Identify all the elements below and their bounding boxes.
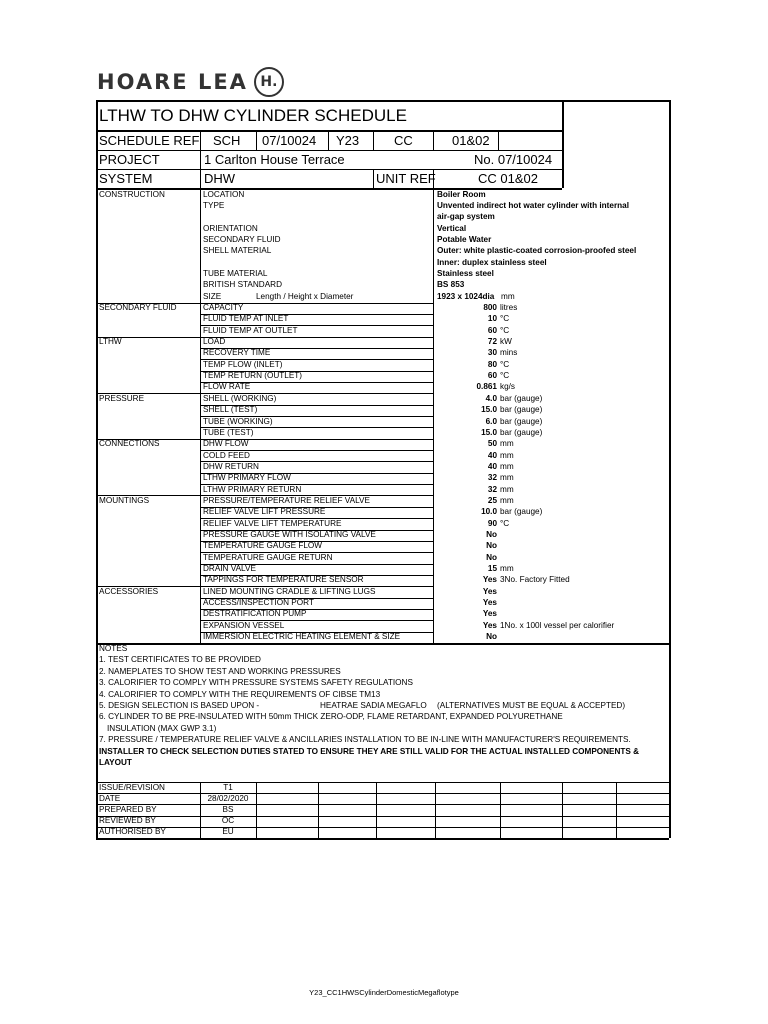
- revision-row-line: [96, 827, 669, 828]
- note-8-cont: LAYOUT: [99, 758, 132, 767]
- revision-value: OC: [221, 816, 235, 826]
- revision-row-line: [96, 816, 669, 817]
- sch-code: SCH: [213, 133, 241, 148]
- item-label: TEMP RETURN (OUTLET): [203, 371, 303, 381]
- item-value: 15.0: [481, 427, 497, 437]
- row-line: [200, 632, 433, 633]
- footer-filename: Y23_CC1HWSCylinderDomesticMegaflotype: [309, 988, 459, 997]
- item-unit: mm: [500, 484, 514, 494]
- revision-row-line: [96, 838, 669, 839]
- item-value: air-gap system: [437, 212, 495, 222]
- item-unit: °C: [500, 371, 510, 381]
- item-unit: bar (gauge): [500, 507, 543, 517]
- item-value: Yes: [482, 586, 497, 596]
- item-value: 60: [487, 325, 497, 335]
- revision-label: REVIEWED BY: [99, 816, 156, 826]
- row-line: [200, 348, 433, 349]
- n-heading: NOTES: [99, 644, 128, 653]
- note-8: INSTALLER TO CHECK SELECTION DUTIES STATED TO ENSURE THEY ARE STILL VALID FOR THE ACTUAL INSTALLED COMPONENTS &: [99, 746, 640, 756]
- category-label: MOUNTINGS: [99, 495, 150, 505]
- rule-line: [96, 150, 562, 151]
- system-label: SYSTEM: [99, 171, 153, 186]
- system-value: DHW: [204, 171, 236, 186]
- header-right-divider: [562, 100, 564, 188]
- row-line: [200, 620, 433, 621]
- item-label: EXPANSION VESSEL: [203, 620, 285, 630]
- item-label: TUBE MATERIAL: [203, 268, 268, 278]
- item-label: FLOW RATE: [203, 382, 251, 392]
- item-label: IMMERSION ELECTRIC HEATING ELEMENT & SIZE: [203, 632, 401, 642]
- rule-line: [328, 130, 329, 150]
- schedule-ref-label: SCHEDULE REF: [99, 133, 200, 148]
- revision-col-line: [562, 782, 563, 838]
- note-1: 1. TEST CERTIFICATES TO BE PROVIDED: [99, 655, 261, 665]
- item-value: 50: [487, 439, 497, 449]
- item-label: LTHW PRIMARY FLOW: [203, 473, 291, 483]
- item-value: 32: [487, 484, 497, 494]
- item-label: FLUID TEMP AT INLET: [203, 314, 289, 324]
- item-label: LOCATION: [203, 189, 245, 199]
- revision-row-line: [96, 804, 669, 805]
- section-separator: [96, 337, 433, 338]
- item-unit: mins: [500, 348, 518, 358]
- item-label: RELIEF VALVE LIFT PRESSURE: [203, 507, 326, 517]
- rule-line: [373, 130, 374, 150]
- item-value: Potable Water: [437, 234, 492, 244]
- item-value: 4.0: [485, 393, 497, 403]
- item-unit: mm: [500, 461, 514, 471]
- category-label: SECONDARY FLUID: [99, 303, 177, 312]
- item-value: 15: [487, 564, 497, 574]
- item-value: Unvented indirect hot water cylinder with internal: [437, 200, 629, 210]
- item-unit: mm: [500, 439, 514, 449]
- item-unit: bar (gauge): [500, 393, 543, 403]
- item-unit: mm: [500, 564, 514, 574]
- ref-number: 07/10024: [262, 133, 317, 148]
- item-value: 30: [487, 348, 497, 358]
- item-label: PRESSURE GAUGE WITH ISOLATING VALVE: [203, 530, 376, 539]
- item-label: ORIENTATION: [203, 223, 258, 233]
- row-line: [200, 564, 433, 565]
- category-label: PRESSURE: [99, 393, 145, 403]
- revision-row-line: [96, 793, 669, 794]
- item-label: TEMPERATURE GAUGE RETURN: [203, 552, 333, 562]
- row-line: [200, 416, 433, 417]
- category-label: CONSTRUCTION: [99, 189, 165, 199]
- rule-line: [96, 188, 562, 190]
- item-unit: 1No. x 100l vessel per calorifier: [500, 620, 615, 630]
- row-line: [200, 359, 433, 360]
- item-label: LOAD: [203, 337, 226, 347]
- revision-label: ISSUE/REVISION: [99, 782, 165, 792]
- item-value: 10.0: [481, 507, 497, 517]
- item-unit: bar (gauge): [500, 416, 543, 426]
- cc-code: CC: [394, 133, 413, 148]
- row-line: [200, 461, 433, 462]
- revision-value: EU: [222, 827, 234, 837]
- note-5-product: HEATRAE SADIA MEGAFLO: [320, 701, 427, 710]
- item-unit: kW: [500, 337, 512, 347]
- row-line: [200, 518, 433, 519]
- item-value: Boiler Room: [437, 189, 486, 199]
- item-unit: kg/s: [500, 382, 516, 392]
- item-label: SHELL (TEST): [203, 405, 258, 415]
- revision-value: 28/02/2020: [207, 793, 249, 803]
- row-line: [200, 473, 433, 474]
- row-line: [200, 450, 433, 451]
- item-label: SECONDARY FLUID: [203, 234, 281, 244]
- item-label: FLUID TEMP AT OUTLET: [203, 325, 298, 335]
- unit-codes: 01&02: [452, 133, 490, 148]
- item-value: 80: [487, 359, 497, 369]
- row-line: [200, 609, 433, 610]
- item-label: RELIEF VALVE LIFT TEMPERATURE: [203, 518, 342, 528]
- item-unit: °C: [500, 325, 510, 335]
- item-label: TUBE (WORKING): [203, 416, 273, 426]
- item-value: 800: [483, 303, 497, 312]
- item-value: Stainless steel: [437, 268, 494, 278]
- revision-col-line: [256, 782, 257, 838]
- unit-ref-label: UNIT REF: [376, 171, 436, 186]
- row-line: [200, 405, 433, 406]
- item-label: DHW RETURN: [203, 461, 259, 471]
- row-line: [200, 314, 433, 315]
- note-2: 2. NAMEPLATES TO SHOW TEST AND WORKING PRESSURES: [99, 666, 341, 676]
- y23-code: Y23: [336, 133, 360, 148]
- category-label: LTHW: [99, 337, 122, 347]
- row-line: [200, 575, 433, 576]
- item-unit: mm: [500, 495, 514, 505]
- row-line: [200, 598, 433, 599]
- item-value: BS 853: [437, 280, 465, 290]
- note-4: 4. CALORIFIER TO COMPLY WITH THE REQUIREMENTS OF CIBSE TM13: [99, 689, 381, 699]
- frame-right: [669, 100, 671, 838]
- item-label: TAPPINGS FOR TEMPERATURE SENSOR: [203, 575, 364, 585]
- rule-line: [96, 130, 562, 132]
- item-value: 0.861: [476, 382, 497, 392]
- revision-label: DATE: [99, 793, 121, 803]
- item-label: LTHW PRIMARY RETURN: [203, 484, 302, 494]
- item-label: RECOVERY TIME: [203, 348, 271, 358]
- row-line: [200, 530, 433, 531]
- project-label: PROJECT: [99, 152, 160, 167]
- revision-label: PREPARED BY: [99, 804, 157, 814]
- item-value: Yes: [482, 575, 497, 585]
- item-unit: mm: [501, 291, 515, 301]
- revision-col-line: [376, 782, 377, 838]
- rule-line: [373, 169, 374, 188]
- category-label: CONNECTIONS: [99, 439, 160, 449]
- row-line: [200, 382, 433, 383]
- value-divider: [433, 188, 434, 643]
- item-unit: 3No. Factory Fitted: [500, 575, 570, 585]
- item-value: 15.0: [481, 405, 497, 415]
- company-logo: [97, 66, 284, 98]
- item-label: SHELL MATERIAL: [203, 246, 272, 256]
- item-label: ACCESS/INSPECTION PORT: [203, 598, 314, 608]
- note-3: 3. CALORIFIER TO COMPLY WITH PRESSURE SYSTEMS SAFETY REGULATIONS: [99, 678, 413, 688]
- note-5-alt: (ALTERNATIVES MUST BE EQUAL & ACCEPTED): [437, 701, 626, 710]
- item-value: Vertical: [437, 223, 467, 233]
- item-unit: bar (gauge): [500, 427, 543, 437]
- project-name: 1 Carlton House Terrace: [204, 152, 345, 167]
- rule-line: [256, 130, 257, 150]
- item-value: 25: [487, 495, 497, 505]
- item-label: DHW FLOW: [203, 439, 249, 449]
- category-label: ACCESSORIES: [99, 586, 159, 596]
- row-line: [200, 371, 433, 372]
- frame-top: [96, 100, 669, 102]
- row-line: [200, 325, 433, 326]
- item-label: CAPACITY: [203, 303, 244, 312]
- item-value: No: [486, 541, 497, 551]
- item-value: Outer: white plastic-coated corrosion-proofed steel: [437, 246, 637, 256]
- logo-mark-icon: H.: [254, 67, 284, 97]
- unit-ref-value: CC 01&02: [478, 171, 538, 186]
- item-label: TUBE (TEST): [203, 427, 254, 437]
- row-line: [200, 552, 433, 553]
- item-label: TEMPERATURE GAUGE FLOW: [203, 541, 323, 551]
- item-label: SHELL (WORKING): [203, 393, 277, 403]
- row-line: [200, 484, 433, 485]
- revision-label: AUTHORISED BY: [99, 827, 166, 837]
- item-value: Yes: [482, 609, 497, 619]
- revision-col-line: [318, 782, 319, 838]
- rule-line: [498, 130, 499, 150]
- rule-line: [200, 130, 201, 188]
- item-unit: °C: [500, 359, 510, 369]
- note-6-cont: INSULATION (MAX GWP 3.1): [107, 723, 217, 733]
- row-line: [200, 427, 433, 428]
- item-value: Inner: duplex stainless steel: [437, 257, 547, 267]
- item-label: DESTRATIFICATION PUMP: [203, 609, 307, 619]
- revision-col-line: [435, 782, 436, 838]
- item-label: TYPE: [203, 200, 225, 210]
- note-7: 7. PRESSURE / TEMPERATURE RELIEF VALVE & ANCILLARIES INSTALLATION TO BE IN-LINE WITH MANUFACTURER'S REQUIREMENTS.: [99, 735, 631, 745]
- revision-col-line: [500, 782, 501, 838]
- revision-value: BS: [222, 804, 234, 814]
- item-value: 6.0: [485, 416, 497, 426]
- item-label: COLD FEED: [203, 450, 250, 460]
- item-value: Yes: [482, 620, 497, 630]
- item-value: 40: [487, 461, 497, 471]
- rule-line: [96, 169, 562, 170]
- item-value: No: [486, 632, 497, 642]
- revision-col-line: [616, 782, 617, 838]
- item-label: LINED MOUNTING CRADLE & LIFTING LUGS: [203, 586, 376, 596]
- item-unit: °C: [500, 518, 510, 528]
- row-line: [200, 507, 433, 508]
- item-value: 72: [487, 337, 497, 347]
- revision-value: T1: [223, 782, 233, 792]
- item-value: No: [486, 552, 497, 562]
- item-unit: mm: [500, 450, 514, 460]
- item-label: SIZE: [203, 291, 222, 301]
- note-6: 6. CYLINDER TO BE PRE-INSULATED WITH 50mm THICK ZERO-ODP, FLAME RETARDANT, EXPANDED POLYURETHANE: [99, 712, 563, 722]
- item-value: 40: [487, 450, 497, 460]
- item-label: DRAIN VALVE: [203, 564, 256, 574]
- item-value: Yes: [482, 598, 497, 608]
- frame-left: [96, 100, 98, 838]
- item-value: No: [486, 530, 497, 539]
- revision-top-line: [96, 782, 669, 783]
- schedule-title: LTHW TO DHW CYLINDER SCHEDULE: [99, 106, 407, 125]
- item-label: BRITISH STANDARD: [203, 280, 282, 290]
- logo-text: HOARE LEA: [97, 70, 248, 94]
- note-5: 5. DESIGN SELECTION IS BASED UPON -: [99, 701, 260, 710]
- item-unit: mm: [500, 473, 514, 483]
- item-value: 60: [487, 371, 497, 381]
- rule-line: [433, 130, 434, 150]
- item-unit: bar (gauge): [500, 405, 543, 415]
- item-label: TEMP FLOW (INLET): [203, 359, 283, 369]
- item-value: 90: [487, 518, 497, 528]
- item-label: PRESSURE/TEMPERATURE RELIEF VALVE: [203, 495, 370, 505]
- item-sublabel: Length / Height x Diameter: [256, 291, 354, 301]
- item-unit: litres: [500, 303, 518, 312]
- row-line: [200, 541, 433, 542]
- item-value: 10: [487, 314, 497, 324]
- project-number: No. 07/10024: [474, 152, 553, 167]
- item-value: 32: [487, 473, 497, 483]
- item-unit: °C: [500, 314, 510, 324]
- notes-top-line: [96, 643, 669, 645]
- item-value: 1923 x 1024dia: [437, 291, 495, 301]
